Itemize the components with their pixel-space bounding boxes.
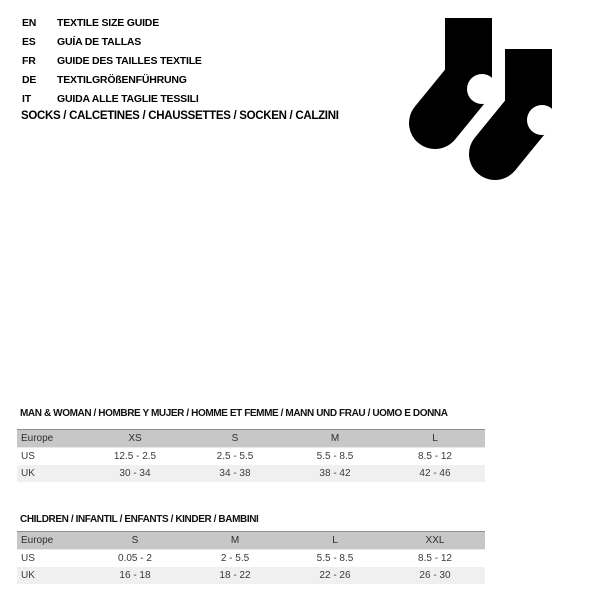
language-code-fr: FR [22,55,36,67]
cell-us-m: 5.5 - 8.5 [316,451,354,462]
column-header-europe: Europe [17,532,85,550]
product-category-title: SOCKS / CALCETINES / CHAUSSETTES / SOCKEN / CALZINI [21,110,339,122]
cell-us-s: 0.05 - 2 [118,553,152,564]
socks-icon [405,15,570,183]
cell-uk-m: 18 - 22 [219,570,251,581]
cell-uk-s: 16 - 18 [119,570,151,581]
sock-left [435,18,497,123]
cell-uk-s: 34 - 38 [219,468,251,479]
row-label-uk: UK [21,468,35,479]
column-header-s: S [185,430,285,448]
language-list [22,14,202,109]
cell-uk-l: 22 - 26 [319,570,351,581]
column-header-s: S [85,532,185,550]
language-row-de [22,71,202,90]
size-table-children [17,531,485,584]
sock-right [495,49,557,154]
row-label-us: US [21,451,35,462]
cell-uk-xs: 30 - 34 [119,468,151,479]
language-row-es [22,33,202,52]
language-label-it: GUIDA ALLE TAGLIE TESSILI [57,93,199,105]
language-row-en [22,14,202,33]
language-code-en: EN [22,17,37,29]
table-title-man-woman: MAN & WOMAN / HOMBRE Y MUJER / HOMME ET FEMME / MANN UND FRAU / UOMO E DONNA [20,408,448,419]
table-header-row [17,532,485,550]
column-header-l: L [385,430,485,448]
cell-uk-m: 38 - 42 [319,468,351,479]
language-row-it [22,90,202,109]
column-header-europe: Europe [17,430,85,448]
cell-us-l: 5.5 - 8.5 [316,553,354,564]
table-header-row [17,430,485,448]
language-code-es: ES [22,36,36,48]
cell-uk-xxl: 26 - 30 [419,570,451,581]
table-row-us [17,550,485,568]
column-header-xs: XS [85,430,185,448]
language-code-de: DE [22,74,37,86]
cell-uk-l: 42 - 46 [419,468,451,479]
size-table-man-woman [17,429,485,482]
column-header-m: M [285,430,385,448]
column-header-xxl: XXL [385,532,485,550]
language-label-en: TEXTILE SIZE GUIDE [57,17,159,29]
table-row-uk [17,465,485,482]
table-title-children: CHILDREN / INFANTIL / ENFANTS / KINDER / BAMBINI [20,514,259,525]
language-code-it: IT [22,93,31,105]
cell-us-xs: 12.5 - 2.5 [113,451,157,462]
language-label-de: TEXTILGRÖßENFÜHRUNG [57,74,187,86]
table-row-us [17,448,485,466]
table-row-uk [17,567,485,584]
language-row-fr [22,52,202,71]
cell-us-m: 2 - 5.5 [220,553,250,564]
column-header-l: L [285,532,385,550]
row-label-uk: UK [21,570,35,581]
language-label-fr: GUIDE DES TAILLES TEXTILE [57,55,202,67]
row-label-us: US [21,553,35,564]
language-label-es: GUÍA DE TALLAS [57,36,142,48]
cell-us-s: 2.5 - 5.5 [216,451,254,462]
cell-us-xxl: 8.5 - 12 [418,553,452,564]
cell-us-l: 8.5 - 12 [418,451,452,462]
column-header-m: M [185,532,285,550]
